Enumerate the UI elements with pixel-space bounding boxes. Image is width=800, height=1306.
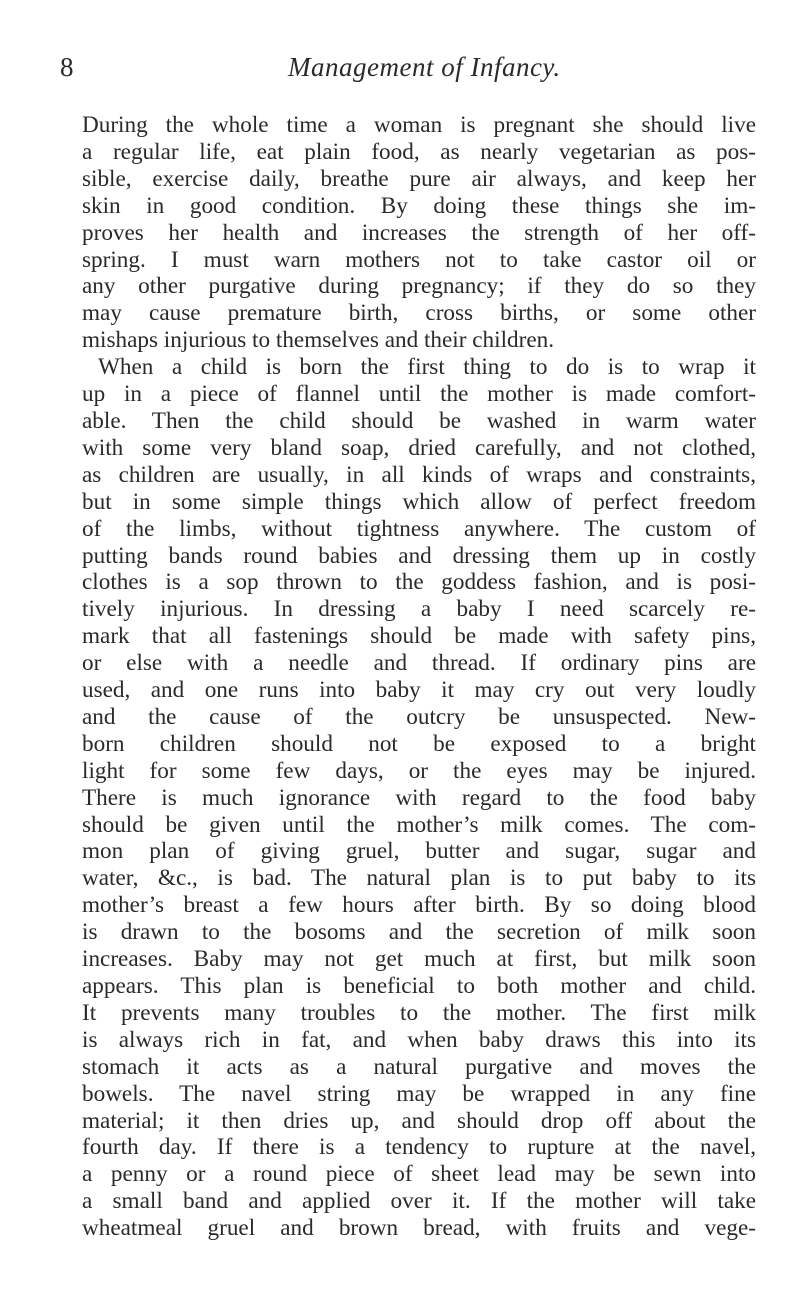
text-line: is drawn to the bosoms and the secretion of milk soon [82, 919, 756, 946]
text-line: a penny or a round piece of sheet lead may be sewn into [82, 1161, 756, 1188]
text-line: able. Then the child should be washed in warm water [82, 407, 756, 434]
text-line: stomach it acts as a natural purgative and moves the [82, 1053, 756, 1080]
text-line: mark that all fastenings should be made with safety pins, [82, 623, 756, 650]
text-line: a small band and applied over it. If the mother will take [82, 1188, 756, 1215]
text-line: may cause premature birth, cross births, or some other [82, 300, 756, 327]
text-line: but in some simple things which allow of perfect freedom [82, 488, 756, 515]
text-line: increases. Baby may not get much at first, but milk soon [82, 946, 756, 973]
text-line: wheatmeal gruel and brown bread, with fruits and vege- [82, 1215, 756, 1242]
text-line: mother’s breast a few hours after birth. By so doing blood [82, 892, 756, 919]
running-head [60, 50, 760, 84]
running-title: Management of Infancy. [288, 52, 561, 82]
text-line: mon plan of giving gruel, butter and sugar, sugar and [82, 838, 756, 865]
text-line: sible, exercise daily, breathe pure air always, and keep her [82, 165, 756, 192]
text-line: When a child is born the first thing to do is to wrap it [98, 354, 756, 381]
text-line: proves her health and increases the strength of her off- [82, 219, 756, 246]
text-line: bowels. The navel string may be wrapped in any fine [82, 1080, 756, 1107]
text-line: with some very bland soap, dried carefully, and not clothed, [82, 434, 756, 461]
text-line: There is much ignorance with regard to the food baby [82, 784, 756, 811]
text-line: is always rich in fat, and when baby draws this into its [82, 1026, 756, 1053]
text-line: light for some few days, or the eyes may be injured. [82, 757, 756, 784]
text-line: clothes is a sop thrown to the goddess fashion, and is posi- [82, 569, 756, 596]
text-line: a regular life, eat plain food, as nearly vegetarian as pos- [82, 138, 756, 165]
text-line: used, and one runs into baby it may cry out very loudly [82, 677, 756, 704]
text-line: of the limbs, without tightness anywhere. The custom of [82, 515, 756, 542]
text-line: should be given until the mother’s milk comes. The com- [82, 811, 756, 838]
text-line: and the cause of the outcry be unsuspected. New- [82, 703, 756, 730]
text-line: up in a piece of flannel until the mother is made comfort- [82, 381, 756, 408]
text-line: any other purgative during pregnancy; if they do so they [82, 273, 756, 300]
text-line: appears. This plan is beneficial to both mother and child. [82, 973, 756, 999]
body-text [82, 112, 756, 1242]
text-line: or else with a needle and thread. If ordinary pins are [82, 650, 756, 677]
text-line: mishaps injurious to themselves and their children. [82, 327, 555, 354]
text-line: water, &c., is bad. The natural plan is to put baby to its [82, 865, 756, 892]
text-line: tively injurious. In dressing a baby I need scarcely re- [82, 596, 756, 623]
text-line: material; it then dries up, and should drop off about the [82, 1107, 756, 1134]
text-line: as children are usually, in all kinds of wraps and constraints, [82, 461, 756, 488]
text-line: During the whole time a woman is pregnant she should live [82, 112, 756, 138]
text-line: fourth day. If there is a tendency to rupture at the navel, [82, 1134, 756, 1161]
page-number: 8 [60, 52, 74, 82]
text-line: born children should not be exposed to a bright [82, 730, 756, 757]
text-line: spring. I must warn mothers not to take castor oil or [82, 246, 756, 273]
text-line: skin in good condition. By doing these things she im- [82, 192, 756, 219]
text-line: putting bands round babies and dressing them up in costly [82, 542, 756, 569]
text-line: It prevents many troubles to the mother. The first milk [82, 999, 756, 1026]
